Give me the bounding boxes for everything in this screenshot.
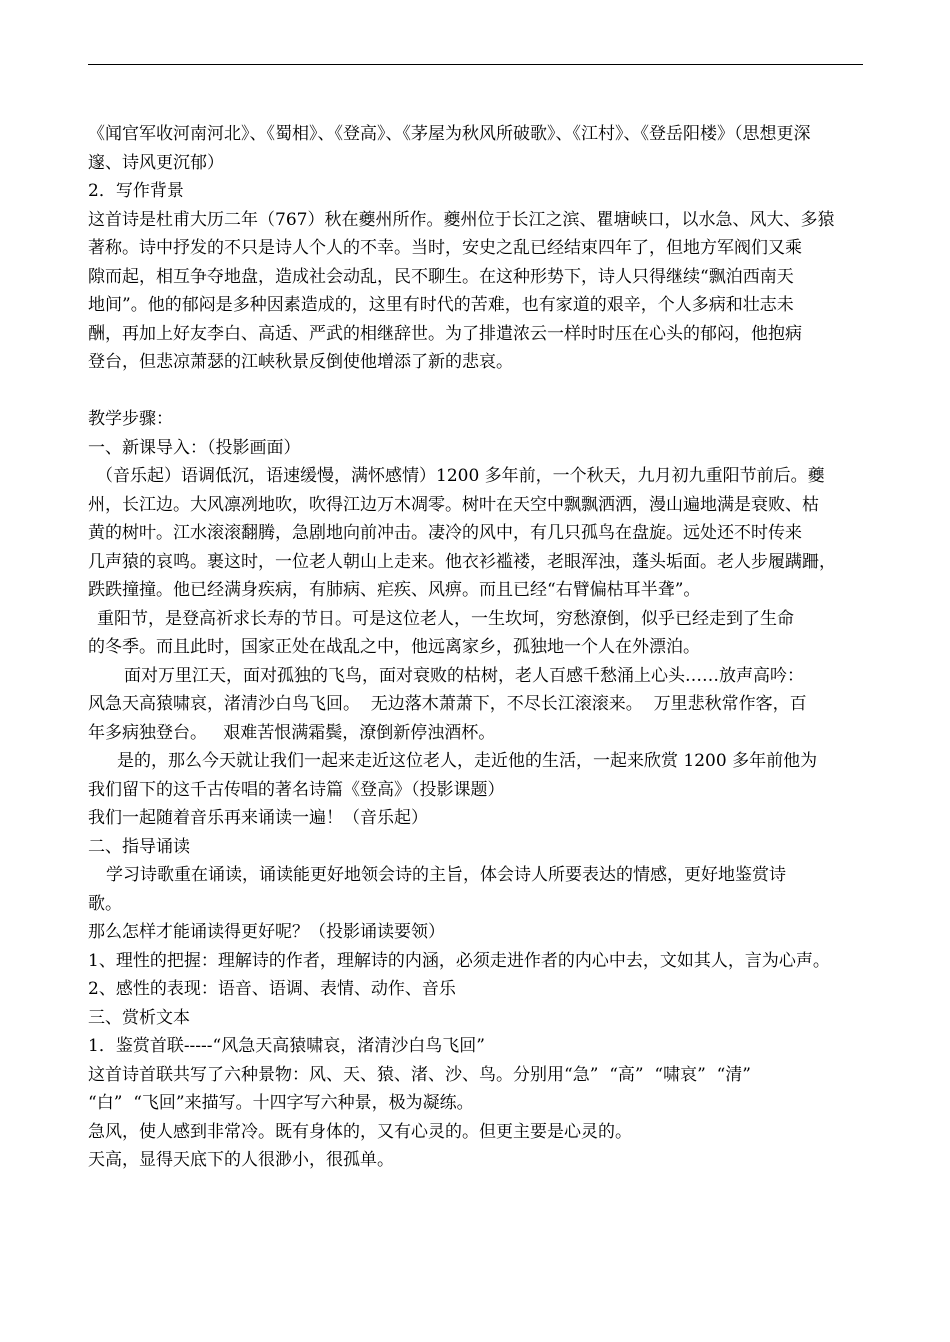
text-line: 是的，那么今天就让我们一起来走近这位老人，走近他的生活，一起来欣赏 1200 多年前他为 [117, 751, 818, 771]
text-line: 面对万里江天，面对孤独的飞鸟，面对衰败的枯树，老人百感千愁涌上心头……放声高吟： [124, 665, 804, 686]
section-heading: 教学步骤： [88, 409, 173, 429]
text-line: （音乐起）语调低沉，语速缓慢，满怀感情）1200 多年前，一个秋天，九月初九重阳节前后。夔 [96, 466, 825, 486]
text-line: 著称。诗中抒发的不只是诗人个人的不幸。当时，安史之乱已经结束四年了，但地方军阀们又乘 [88, 238, 802, 258]
text-line: 酬，再加上好友李白、高适、严武的相继辞世。为了排遣浓云一样时时压在心头的郁闷，他抱病 [88, 323, 802, 344]
section-heading: 2．写作背景 [88, 181, 184, 201]
text-line: 这首诗是杜甫大历二年（767）秋在夔州所作。夔州位于长江之滨、瞿塘峡口，以水急、风大、多猿 [88, 209, 835, 230]
text-line: 《闻官军收河南河北》、《蜀相》、《登高》、《茅屋为秋风所破歌》、《江村》、《登岳阳楼》（思想更深 [88, 124, 811, 144]
text-line: 几声猿的哀鸣。裹这时，一位老人朝山上走来。他衣衫褴褛，老眼浑浊，蓬头垢面。老人步履蹒跚， [88, 551, 836, 572]
text-line: 那么怎样才能诵读得更好呢？（投影诵读要领） [88, 922, 445, 942]
text-line: 隙而起，相互争夺地盘，造成社会动乱，民不聊生。在这种形势下，诗人只得继续“飘泊西南天 [88, 266, 794, 287]
text-line: 跌跌撞撞。他已经满身疾病，有肺病、疟疾、风痹。而且已经“右臂偏枯耳半聋”。 [88, 580, 701, 600]
section-heading: 三、赏析文本 [88, 1007, 190, 1028]
text-line: 邃、诗风更沉郁） [88, 152, 224, 173]
section-heading: 二、指导诵读 [88, 836, 190, 857]
text-line: 天高，显得天底下的人很渺小，很孤单。 [88, 1150, 394, 1170]
text-line: 急风，使人感到非常冷。既有身体的，又有心灵的。但更主要是心灵的。 [88, 1121, 632, 1142]
text-line: 的冬季。而且此时，国家正处在战乱之中，他远离家乡，孤独地一个人在外漂泊。 [88, 637, 700, 657]
blank-line [88, 377, 878, 406]
text-line: 我们留下的这千古传唱的著名诗篇《登高》（投影课题） [88, 779, 505, 800]
text-line: 地间”。他的郁闷是多种因素造成的，这里有时代的苦难，也有家道的艰辛，个人多病和壮志未 [88, 295, 794, 315]
text-line: “白” “飞回”来描写。十四字写六种景，极为凝练。 [88, 1093, 474, 1113]
text-line: 州，长江边。大风凛冽地吹，吹得江边万木凋零。树叶在天空中飘飘洒洒，漫山遍地满是衰败、枯 [88, 494, 819, 515]
text-line: 这首诗首联共写了六种景物：风、天、猿、渚、沙、鸟。分别用“急” “高” “啸哀” “清” [88, 1064, 751, 1085]
text-line: 歌。 [88, 893, 122, 914]
subsection-heading: 1．鉴赏首联-----“风急天高猿啸哀，渚清沙白鸟飞回” [88, 1036, 485, 1056]
poem-line: 年多病独登台。 艰难苦恨满霜鬓，潦倒新停浊酒杯。 [88, 722, 496, 743]
header-rule [88, 64, 863, 65]
text-line: 我们一起随着音乐再来诵读一遍！（音乐起） [88, 808, 428, 828]
text-line: 黄的树叶。江水滚滚翻腾，急剧地向前冲击。凄冷的风中，有几只孤鸟在盘旋。远处还不时传来 [88, 523, 802, 543]
text-line: 登台，但悲凉萧瑟的江峡秋景反倒使他增添了新的悲哀。 [88, 352, 513, 372]
poem-line: 风急天高猿啸哀，渚清沙白鸟飞回。 无边落木萧萧下，不尽长江滚滚来。 万里悲秋常作客，百 [88, 694, 807, 714]
text-line: 学习诗歌重在诵读，诵读能更好地领会诗的主旨，体会诗人所要表达的情感，更好地鉴赏诗 [106, 865, 786, 885]
section-heading: 一、新课导入：（投影画面） [88, 437, 301, 458]
text-line: 2、感性的表现：语音、语调、表情、动作、音乐 [88, 979, 456, 999]
text-line: 重阳节，是登高祈求长寿的节日。可是这位老人，一生坎坷，穷愁潦倒，似乎已经走到了生命 [97, 608, 794, 629]
text-line: 1、理性的把握：理解诗的作者，理解诗的内涵，必须走进作者的内心中去，文如其人，言为心声。 [88, 950, 830, 971]
document-body [88, 120, 878, 1175]
